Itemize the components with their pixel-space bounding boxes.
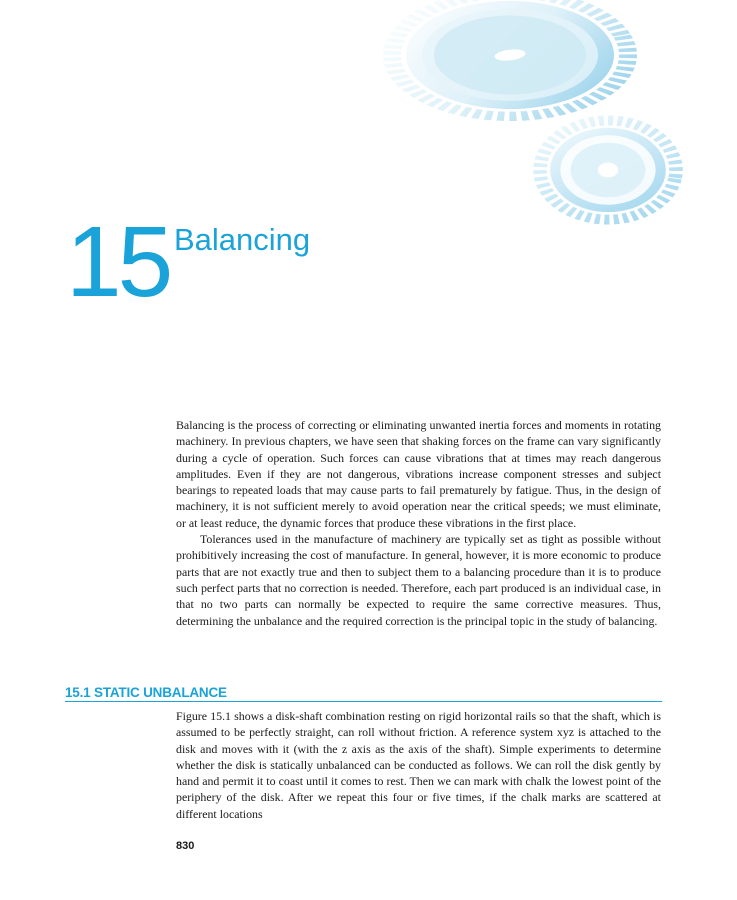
section-paragraph: Figure 15.1 shows a disk-shaft combination resting on rigid horizontal rails so that the shaft, which is assumed to be perfectly straight, can roll without friction. A reference system xyz is attached to the disk and moves with it (with the z axis as the axis of the shaft). Simple experiments to determine whether the disk is statically unbalanced can be conducted as follows. We can roll the disk gently by hand and permit it to coast until it comes to rest. Then we can mark with chalk the lowest point of the periphery of the disk. After we repeat this four or five times, if the chalk marks are scattered at different locations — [176, 709, 661, 821]
small-gear-icon — [529, 113, 687, 228]
chapter-number: 15 — [66, 206, 170, 318]
section-text — [176, 708, 661, 822]
intro-paragraph-2: Tolerances used in the manufacture of machinery are typically set as tight as possible without prohibitively increasing the cost of manufacture. In general, however, it is more economic to produce parts that are not exactly true and then to subject them to a balancing procedure than it is to produce such perfect parts that no correction is needed. Therefore, each part produced is an individual case, in that no two parts can normally be expected to require the same corrective measures. Thus, determining the unbalance and the required correction is the principal topic in the study of balancing. — [176, 532, 661, 628]
section-heading: 15.1 STATIC UNBALANCE — [65, 685, 662, 702]
gears-illustration — [370, 0, 737, 250]
intro-paragraph-1: Balancing is the process of correcting or eliminating unwanted inertia forces and moments in rotating machinery. In previous chapters, we have seen that shaking forces on the frame can vary significantly during a cycle of operation. Such forces can cause vibrations that at times may reach dangerous amplitudes. Even if they are not dangerous, vibrations increase component stresses and subject bearings to repeated loads that may cause parts to fail prematurely by fatigue. Thus, in the design of machinery, it is not sufficient merely to avoid operation near the critical speeds; we must eliminate, or at least reduce, the dynamic forces that produce these vibrations in the first place. — [176, 418, 661, 530]
chapter-title: Balancing — [174, 222, 311, 257]
page-number: 830 — [176, 840, 195, 852]
large-gear-icon — [370, 0, 659, 132]
intro-text — [176, 417, 661, 629]
